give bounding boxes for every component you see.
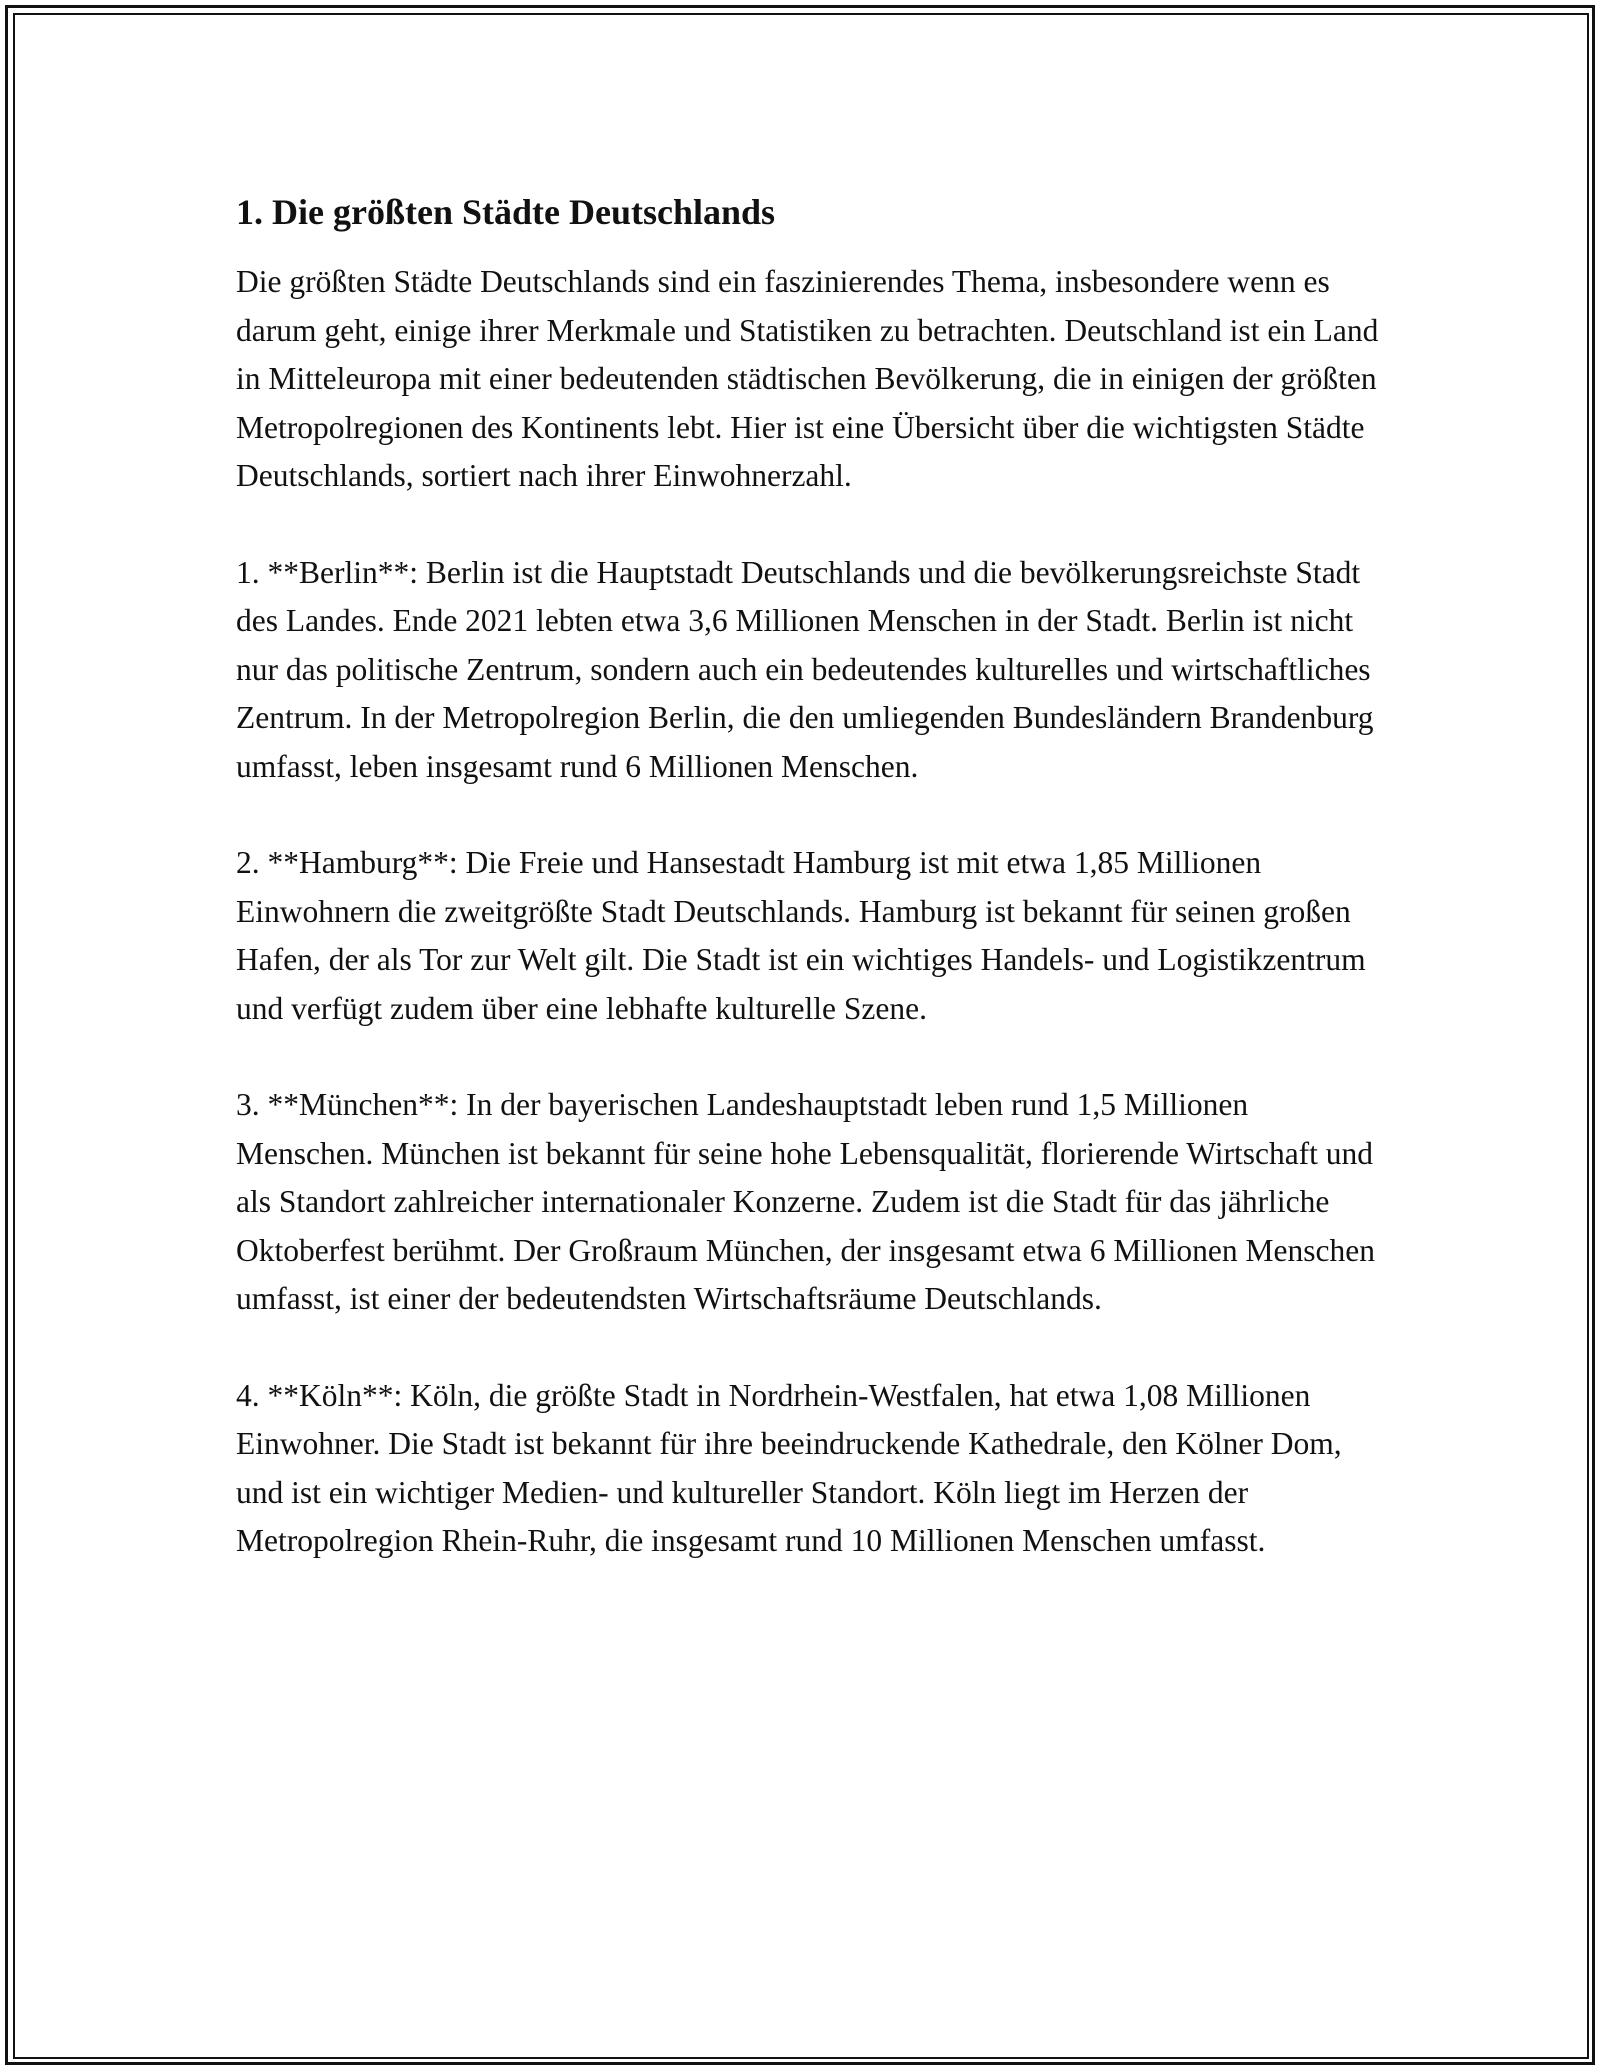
muenchen-paragraph: 3. **München**: In der bayerischen Landeshauptstadt leben rund 1,5 Millionen Menschen. München ist bekannt für seine hohe Lebensqualität, florierende Wirtschaft und als Standort zahlreicher internationaler Konzerne. Zudem ist die Stadt für das jährliche Oktoberfest berühmt. Der Großraum München, der insgesamt etwa 6 Millionen Menschen umfasst, ist einer der bedeutendsten Wirtschaftsräume Deutschlands. [236,1087,1375,1316]
berlin-paragraph: 1. **Berlin**: Berlin ist die Hauptstadt Deutschlands und die bevölkerungsreichste Stadt des Landes. Ende 2021 lebten etwa 3,6 Millionen Menschen in der Stadt. Berlin ist nicht nur das politische Zentrum, sondern auch ein bedeutendes kulturelles und wirtschaftliches Zentrum. In der Metropolregion Berlin, die den umliegenden Bundesländern Brandenburg umfasst, leben insgesamt rund 6 Millionen Menschen. [236,554,1374,784]
section-heading: 1. Die größten Städte Deutschlands [236,192,776,232]
koeln-paragraph: 4. **Köln**: Köln, die größte Stadt in Nordrhein-Westfalen, hat etwa 1,08 Millionen Einwohner. Die Stadt ist bekannt für ihre beeindruckende Kathedrale, den Kölner Dom, und ist ein wichtiger Medien- und kultureller Standort. Köln liegt im Herzen der Metropolregion Rhein-Ruhr, die insgesamt rund 10 Millionen Menschen umfasst. [236,1377,1342,1558]
intro-paragraph: Die größten Städte Deutschlands sind ein faszinierendes Thema, insbesondere wenn es darum geht, einige ihrer Merkmale und Statistiken zu betrachten. Deutschland ist ein Land in Mitteleuropa mit einer bedeutenden städtischen Bevölkerung, die in einigen der größten Metropolregionen des Kontinents lebt. Hier ist eine Übersicht über die wichtigsten Städte Deutschlands, sortiert nach ihrer Einwohnerzahl. [236,264,1379,493]
hamburg-paragraph: 2. **Hamburg**: Die Freie und Hansestadt Hamburg ist mit etwa 1,85 Millionen Einwohnern die zweitgrößte Stadt Deutschlands. Hamburg ist bekannt für seinen großen Hafen, der als Tor zur Welt gilt. Die Stadt ist ein wichtiges Handels- und Logistikzentrum und verfügt zudem über eine lebhafte kulturelle Szene. [236,845,1366,1026]
document-body [236,188,1386,1614]
